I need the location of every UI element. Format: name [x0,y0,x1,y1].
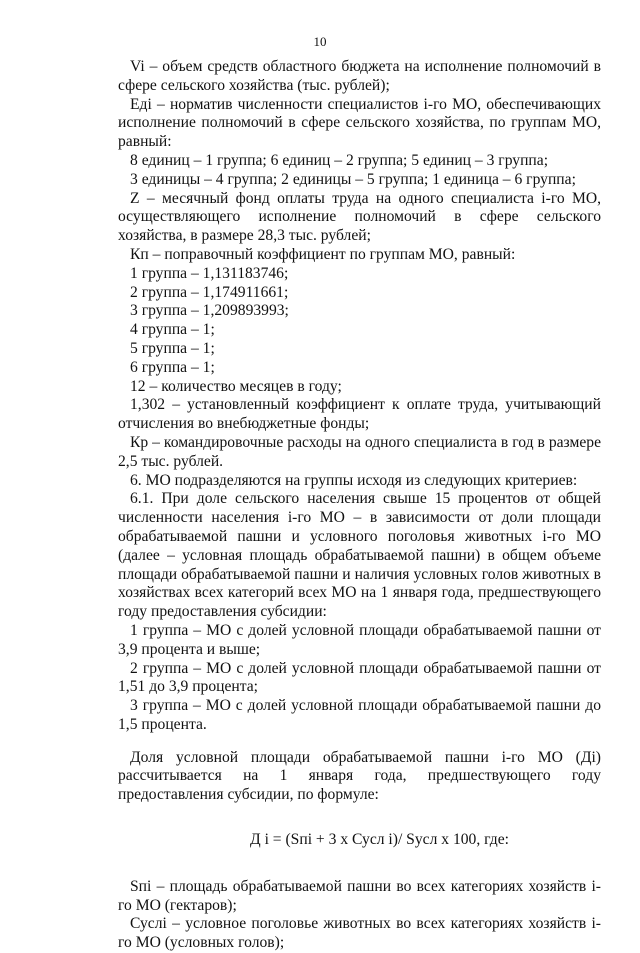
list-item-group-3-coefficient: 3 группа – 1,209893993; [130,302,289,320]
list-item-group-4-coefficient: 4 группа – 1; [130,321,215,339]
paragraph-kp-definition: Кп – поправочный коэффициент по группам МО, равный: [130,245,516,263]
page-number: 10 [313,34,327,49]
formula: Д i = (Sпi + 3 х Сусл i)/ Sусл х 100, где: [250,831,509,849]
paragraph-section-6: 6. МО подразделяются на группы исходя из следующих критериев: [130,471,578,489]
paragraph-z-definition: Z – месячный фонд оплаты труда на одного специалиста i-го МО, осуществляющего исполнение полномочий в сфере сельского хозяйства, в размере 28,3 тыс. рублей; [118,189,601,245]
paragraph-coefficient-1302: 1,302 – установленный коэффициент к оплате труда, учитывающий отчисления во внебюджетные фонды; [118,396,601,433]
paragraph-group-2-criteria: 2 группа – МО с долей условной площади обрабатываемой пашни от 1,51 до 3,9 процента; [118,659,601,696]
paragraph-section-6-1: 6.1. При доле сельского населения свыше 15 процентов от общей численности населения i-го МО – в зависимости от доли площади обрабатываемой пашни и условного поголовья животных i-го МО (далее – условная площадь обрабатываемой пашни) в общем объеме площади обрабатываемой пашни и наличия условных голов животных в хозяйствах всех категорий всех МО на 1 января года, предшествующего году предоставления субсидии: [118,490,601,621]
list-item-group-5-coefficient: 5 группа – 1; [130,339,215,357]
document-body [118,58,601,953]
list-item-group-6-coefficient: 6 группа – 1; [130,358,215,376]
paragraph-kr-definition: Кр – командировочные расходы на одного специалиста в год в размере 2,5 тыс. рублей. [118,433,601,470]
list-item-group-2-coefficient: 2 группа – 1,174911661; [130,283,289,301]
paragraph-units-row-1: 8 единиц – 1 группа; 6 единиц – 2 группа; 5 единиц – 3 группа; [130,151,549,169]
paragraph-months: 12 – количество месяцев в году; [130,377,342,395]
paragraph-share-calculation: Доля условной площади обрабатываемой пашни i-го МО (Дi) рассчитывается на 1 января года, предшествующего году предоставления субсидии, по формуле: [118,748,601,804]
list-item-group-1-coefficient: 1 группа – 1,131183746; [130,264,289,282]
paragraph-vi-definition: Vi – объем средств областного бюджета на исполнение полномочий в сфере сельского хозяйства (тыс. рублей); [118,58,601,94]
paragraph-group-1-criteria: 1 группа – МО с долей условной площади обрабатываемой пашни от 3,9 процента и выше; [118,621,601,658]
paragraph-susl-definition: Суслi – условное поголовье животных во всех категориях хозяйств i-го МО (условных голов); [118,915,601,952]
paragraph-units-row-2: 3 единицы – 4 группа; 2 единицы – 5 группа; 1 единица – 6 группа; [130,170,576,188]
paragraph-spi-definition: Sпi – площадь обрабатываемой пашни во всех категориях хозяйств i-го МО (гектаров); [118,877,601,914]
paragraph-group-3-criteria: 3 группа – МО с долей условной площади обрабатываемой пашни до 1,5 процента. [118,697,601,733]
paragraph-edi-definition: Eдi – норматив численности специалистов i-го МО, обеспечивающих исполнение полномочий в сфере сельского хозяйства, по группам МО, равный: [118,95,601,151]
